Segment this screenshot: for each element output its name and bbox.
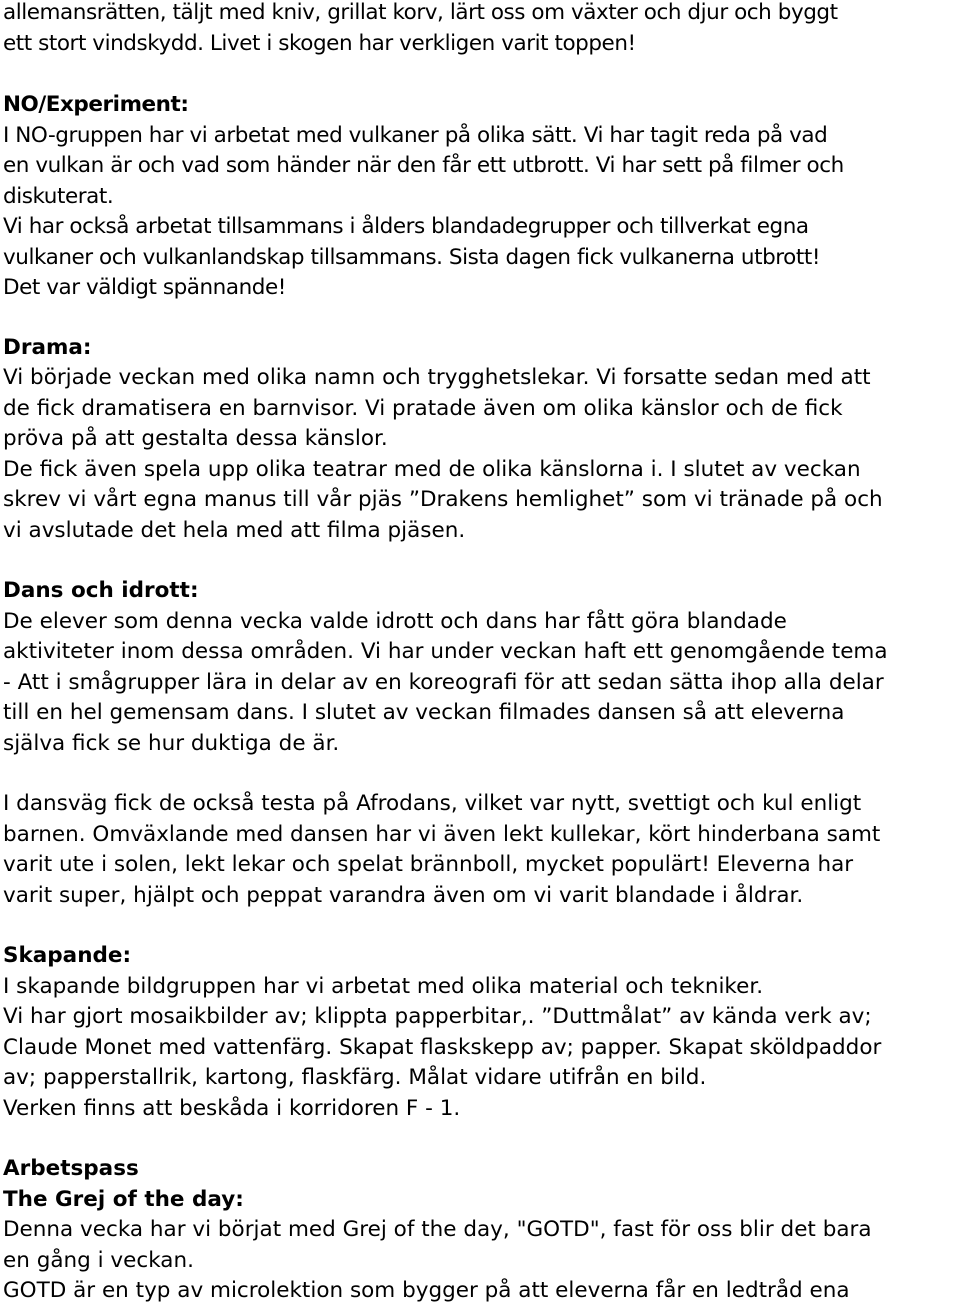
body-text-line: själva fick se hur duktiga de är.	[3, 730, 340, 756]
body-text-line: skrev vi vårt egna manus till vår pjäs ”Drakens hemlighet” som vi tränade på och	[3, 487, 883, 512]
body-text-line: Denna vecka har vi börjat med Grej of the day, "GOTD", fast för oss blir det bara	[3, 1217, 872, 1242]
body-text-line: Claude Monet med vattenfärg. Skapat flaskskepp av; papper. Skapat sköldpaddor	[3, 1034, 882, 1060]
paragraph	[3, 789, 958, 911]
section-heading-arbetspass: Arbetspass	[3, 1156, 139, 1181]
body-text-line: vulkaner och vulkanlandskap tillsammans. Sista dagen fick vulkanerna utbrott!	[3, 244, 821, 270]
paragraph	[3, 607, 958, 760]
body-text-line: diskuterat.	[3, 183, 114, 209]
body-text-line: Vi har också arbetat tillsammans i ålders blandadegrupper och tillverkat egna	[3, 214, 809, 239]
no-experiment-section	[3, 90, 958, 304]
body-text-line: De elever som denna vecka valde idrott och dans har fått göra blandade	[3, 608, 787, 634]
body-text-line: I dansväg fick de också testa på Afrodans, vilket var nytt, svettigt och kul enligt	[3, 791, 862, 816]
body-text-line: I skapande bildgruppen har vi arbetat med olika material och tekniker.	[3, 973, 764, 999]
section-heading-skapande: Skapande:	[3, 943, 132, 968]
arbetspass-section	[3, 1154, 958, 1307]
body-text-line: Det var väldigt spännande!	[3, 275, 286, 300]
body-text-line: ett stort vindskydd. Livet i skogen har verkligen varit toppen!	[3, 30, 636, 56]
body-text-line: I NO-gruppen har vi arbetat med vulkaner på olika sätt. Vi har tagit reda på vad	[3, 122, 828, 148]
subheading-grej-of-the-day: The Grej of the day:	[3, 1186, 244, 1212]
body-text-line: till en hel gemensam dans. I slutet av veckan filmades dansen så att eleverna	[3, 700, 845, 725]
body-text-line: allemansrätten, täljt med kniv, grillat korv, lärt oss om växter och djur och byggt	[3, 0, 838, 25]
body-text-line: en vulkan är och vad som händer när den får ett utbrott. Vi har sett på filmer och	[3, 153, 844, 178]
body-text-line: vi avslutade det hela med att filma pjäsen.	[3, 517, 466, 543]
body-text-line: de fick dramatisera en barnvisor. Vi pratade även om olika känslor och de fick	[3, 395, 843, 421]
drama-section	[3, 333, 958, 547]
body-text-line: De fick även spela upp olika teatrar med de olika känslorna i. I slutet av veckan	[3, 456, 861, 482]
body-text-line: Vi har gjort mosaikbilder av; klippta papperbitar,. ”Duttmålat” av kända verk av;	[3, 1004, 872, 1029]
body-text-line: GOTD är en typ av microlektion som bygger på att eleverna får en ledtråd ena	[3, 1278, 850, 1303]
body-text-line: varit ute i solen, lekt lekar och spelat brännboll, mycket populärt! Eleverna har	[3, 852, 854, 877]
section-heading-drama: Drama:	[3, 334, 92, 360]
body-text-line: varit super, hjälpt och peppat varandra även om vi varit blandade i åldrar.	[3, 882, 804, 908]
body-text-line: Verken finns att beskåda i korridoren F - 1.	[3, 1095, 461, 1121]
body-text-line: pröva på att gestalta dessa känslor.	[3, 426, 388, 451]
skapande-section	[3, 941, 958, 1124]
body-text-line: - Att i smågrupper lära in delar av en koreografi för att sedan sätta ihop alla delar	[3, 669, 884, 695]
body-text-line: aktiviteter inom dessa områden. Vi har under veckan haft ett genomgående tema	[3, 639, 888, 664]
body-text-line: Vi började veckan med olika namn och trygghetslekar. Vi forsatte sedan med att	[3, 365, 871, 390]
body-text-line: en gång i veckan.	[3, 1247, 194, 1273]
dans-idrott-section	[3, 576, 958, 911]
body-text-line: av; papperstallrik, kartong, flaskfärg. Målat vidare utifrån en bild.	[3, 1065, 707, 1090]
body-text-line: barnen. Omväxlande med dansen har vi även lekt kullekar, kört hinderbana samt	[3, 821, 881, 847]
section-heading-dans-idrott: Dans och idrott:	[3, 578, 199, 603]
intro-section	[3, 0, 958, 59]
document-body	[3, 0, 958, 1307]
section-heading-no-experiment: NO/Experiment:	[3, 92, 189, 117]
